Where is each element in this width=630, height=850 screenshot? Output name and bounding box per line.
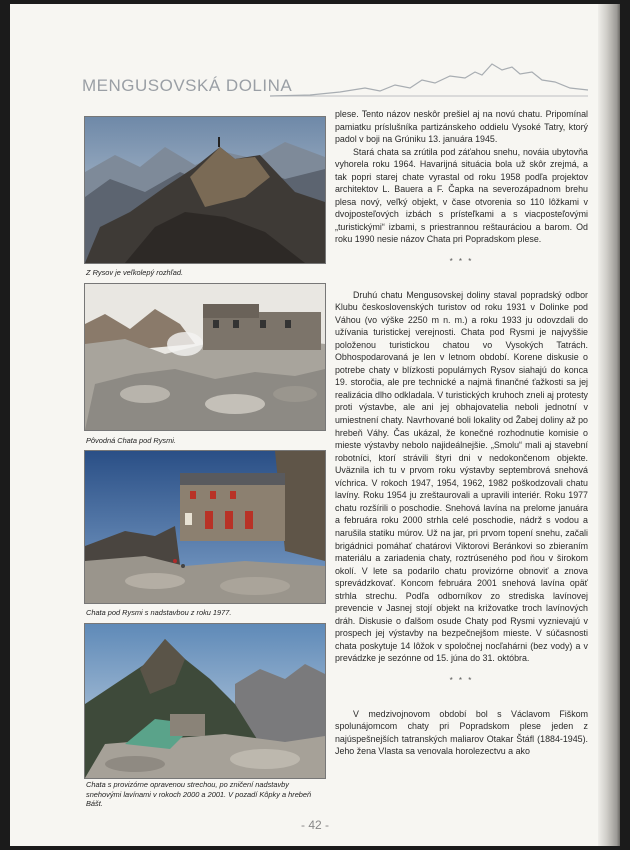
paragraph: Stará chata sa zrútila pod záťahou snehu, nováia ubytovňa vyhorela roku 1964. Havarijná situácia bola už skôr zrejmá, a tak popri starej chate vyrastal od roku 1958 podľa projektov architektov L. Bauera a F. Čapka na severozápadnom brehu plesa nový, veľký objekt, v čase otvorenia so 110 lôžkami v dvojposteľových izbách s prísteľkami a s viacposteľovými „turistickými“ izbami, s priestrannou reštauráciou a barom. Od roku 1990 nesie názov Chata pri Popradskom plese. (335, 146, 588, 245)
paragraph: V medzivojnovom období bol s Václavom Fiškom spolunájomcom chaty pri Popradskom plese jeden z najúspešnejších tatranských maliarov Otakar Štáfl (1884-1945). Jeho žena Vlasta sa venovala horolezectvu a ako (335, 708, 588, 757)
photo-caption: Chata s provizórne opravenou strechou, po zničení nadstavby snehovými lavínami v rokoch 2000 a 2001. V pozadí Kôpky a hrebeň Bášt. (86, 780, 312, 808)
paragraph: Druhú chatu Mengusovskej doliny staval popradský odbor Klubu československých turistov od roku 1931 v Dolinke pod Váhou (vo výške 2250 m n. m.) a roku 1933 ju odovzdali do užívania turistickej verejnosti. Chata pod Rysmi je najvyššie položenou turistickou chatou vo Vysokých Tatrách. Obhospodarovaná je len v letnom období. Korene diskusie o potrebe chaty v blízkosti populárnych Rysov siahajú do konca 19. storočia, ale pre technické a najmä finančné ťažkosti sa jej realizácia dlho odkladala. V turistických kruhoch zneli aj protesty proti výstavbe, ale ani jej obhajovatelia neboli jednotní v umiestnení chaty. Navrhované boli lokality od Žabej doliny až po hrebeň Váhy. Čas ukázal, že konečné rozhodnutie komisie o mieste výstavby nebolo najideálnejšie. „Smolu“ mali aj stavební robotníci, ktorí strávili štyri dni v nedokončenom objekte. Uväznila ich tu v prvom roku výstavby septembrová snehová víchrica. V rokoch 1947, 1954, 1962, 1982 poškodzovali chatu lavíny. Roku 1954 ju zreštaurovali a upravili interiér. Roku 1977 chatu rozšírili o poschodie. Snehová lavína na prelome januára a februára roku 2000 strhla celé poschodie, nádrž s vodou a narušila statiku múrov. Už na jar, pri prvom topení snehu, začali brigádnici pomáhať chatárovi Viktorovi Beránkovi so zbieraním materiálu a zariadenia chaty, roztrúseného pod ňou v širokom okolí. V lete sa podarilo chatu provizórne obnoviť a znova sprevádzkovať. Koncom februára 2001 snehová lavína opäť strhla strechu. Podľa odborníkov zo strediska lavínovej prevencie v Jasnej stojí objekt na križovatke troch lavínových dráh. Diskusie o ďalšom osude Chaty pod Rysmi vyznievajú v prospech jej výstavby na bezpečnejšom mieste. V súčasnosti chata poskytuje 14 lôžok v spoločnej nocľahárni (bez vody) a v prevádzke je sezónne od 15. júna do 31. októbra. (335, 289, 588, 664)
page-number: - 42 - (300, 818, 329, 832)
photo-caption: Pôvodná Chata pod Rysmi. (86, 436, 176, 445)
mountain-outline-decoration (270, 58, 590, 98)
photo-chalet-provisional-roof (84, 623, 326, 779)
photo-view-from-rysy (84, 116, 326, 264)
photo-chalet-1977-extension (84, 450, 326, 604)
photo-caption: Z Rysov je veľkolepý rozhľad. (86, 268, 183, 277)
body-text-column (335, 108, 588, 758)
section-separator: * * * (449, 257, 474, 267)
book-spine-shadow (598, 4, 620, 846)
photo-caption: Chata pod Rysmi s nadstavbou z roku 1977. (86, 608, 232, 617)
paragraph: plese. Tento názov neskôr prešiel aj na novú chatu. Pripomínal pamiatku príslušníka partizánskeho oddielu Vysoké Tatry, ktorý padol v boji na Grúniku 13. januára 1945. (335, 109, 588, 145)
chapter-title: MENGUSOVSKÁ DOLINA (82, 76, 293, 95)
photo-original-chalet (84, 283, 326, 431)
section-separator: * * * (449, 675, 474, 685)
